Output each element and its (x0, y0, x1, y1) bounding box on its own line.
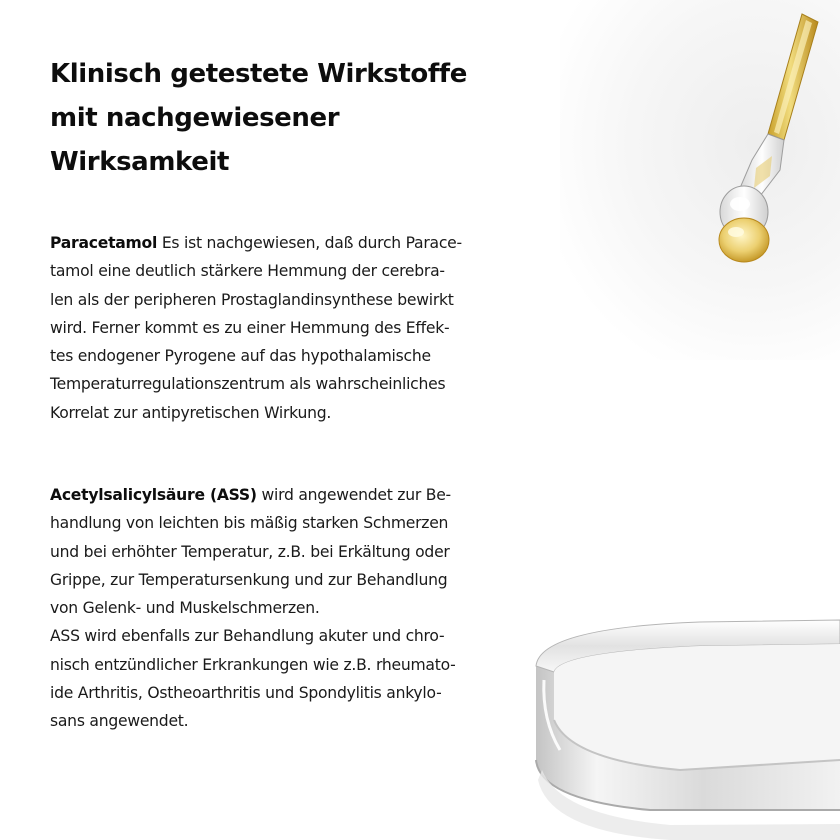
ass-line-2: handlung von leichten bis mäßig starken Schmerzen (50, 514, 449, 533)
paracetamol-line-1-text: Es ist nachgewiesen, daß durch Parace- (157, 234, 462, 252)
ass-line-4: Grippe, zur Temperatursenkung und zur Behandlung (50, 570, 448, 589)
paracetamol-line-6: Temperaturregulationszentrum als wahrscheinliches (50, 375, 446, 394)
paracetamol-line-4: wird. Ferner kommt es zu einer Hemmung des Effek- (50, 318, 450, 337)
ass-line-8: ide Arthritis, Ostheoarthritis und Spondylitis ankylo- (50, 684, 442, 703)
paracetamol-line-1 (50, 229, 530, 257)
oil-dropper-image (700, 0, 840, 280)
headline-line-2: mit nachgewiesener (50, 103, 340, 133)
paracetamol-line-7: Korrelat zur antipyretischen Wirkung. (50, 403, 332, 422)
paracetamol-paragraph (50, 229, 530, 427)
ass-line-6: ASS wird ebenfalls zur Behandlung akuter und chro- (50, 627, 445, 646)
ass-paragraph (50, 481, 530, 736)
ass-line-7: nisch entzündlicher Erkrankungen wie z.B. rheumato- (50, 655, 456, 674)
glass-dish-image (530, 610, 840, 840)
ass-line-3: und bei erhöhter Temperatur, z.B. bei Erkältung oder (50, 542, 450, 561)
headline-block (50, 52, 530, 184)
paracetamol-line-2: tamol eine deutlich stärkere Hemmung der cerebra- (50, 262, 445, 281)
headline-line-3: Wirksamkeit (50, 147, 229, 177)
headline-line-1: Klinisch getestete Wirkstoffe (50, 59, 467, 89)
page-headline (50, 52, 530, 184)
ass-line-1-text: wird angewendet zur Be- (256, 486, 451, 504)
paracetamol-term: Paracetamol (50, 234, 158, 252)
ass-line-9: sans angewendet. (50, 712, 189, 731)
paracetamol-line-5: tes endogener Pyrogene auf das hypothalamische (50, 347, 431, 366)
ass-line-1 (50, 481, 530, 509)
paracetamol-line-3: len als der peripheren Prostaglandinsynthese bewirkt (50, 290, 454, 309)
ass-line-5: von Gelenk- und Muskelschmerzen. (50, 599, 320, 618)
ass-term: Acetylsalicylsäure (ASS) (50, 486, 257, 504)
